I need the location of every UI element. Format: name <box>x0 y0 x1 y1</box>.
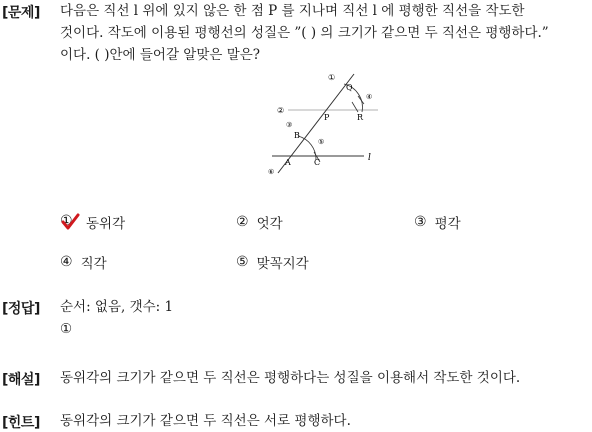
label-r: R <box>357 113 364 122</box>
construction-figure <box>266 72 378 180</box>
explanation-text: 동위각의 크기가 같으면 두 직선은 평행하다는 성질을 이용해서 작도한 것이다. <box>60 370 521 386</box>
choice-2-text: 엇각 <box>256 216 283 232</box>
label-circle-5: ⑤ <box>318 138 325 146</box>
tick-r <box>358 96 364 104</box>
label-b: B <box>294 131 300 140</box>
choice-3-text: 평각 <box>434 216 461 232</box>
question-line-3: 이다. ( )안에 들어갈 알맞은 말은? <box>60 47 261 63</box>
choice-3-number: ③ <box>414 214 427 230</box>
answer-block <box>60 296 588 340</box>
choice-1-marker: ① <box>60 214 78 230</box>
choice-5-text: 맞꼭지각 <box>256 256 309 272</box>
label-circle-2: ② <box>277 106 285 115</box>
choice-2-number: ② <box>236 214 249 230</box>
label-circle-4: ④ <box>366 93 373 101</box>
label-p: P <box>324 113 330 122</box>
choice-1[interactable] <box>60 212 125 232</box>
choice-3[interactable] <box>414 212 461 232</box>
label-circle-6: ⑥ <box>268 168 275 176</box>
choice-5-number: ⑤ <box>236 254 249 270</box>
question-line-1: 다음은 직선 l 위에 있지 않은 한 점 P 를 지나며 직선 l 에 평행한 직선을 작도한 <box>60 3 525 19</box>
answer-line-2: ① <box>60 321 73 337</box>
hint-text: 동위각의 크기가 같으면 두 직선은 서로 평행하다. <box>60 413 351 429</box>
answer-line-1: 순서: 없음, 갯수: 1 <box>60 299 174 315</box>
choice-5[interactable] <box>236 252 309 272</box>
question-tag: [문제] <box>2 5 40 21</box>
choice-1-text: 동위각 <box>86 216 126 232</box>
label-circle-1: ① <box>328 73 336 82</box>
choice-2[interactable] <box>236 212 283 232</box>
question-line-2: 것이다. 작도에 이용된 평행선의 성질은 ”( ) 의 크기가 같으면 두 직선은 평행하다.” <box>60 25 549 41</box>
question-text <box>60 0 588 66</box>
tick-r2 <box>352 102 358 112</box>
choice-4-number: ④ <box>60 254 73 270</box>
choice-4[interactable] <box>60 252 107 272</box>
explanation-tag: [해설] <box>2 372 40 388</box>
label-q: Q <box>346 83 353 92</box>
hint-tag: [힌트] <box>2 415 40 431</box>
label-a: A <box>285 158 291 167</box>
checkmark-icon <box>60 213 80 231</box>
answer-tag: [정답] <box>2 301 40 317</box>
label-c: C <box>314 158 321 167</box>
label-circle-3: ③ <box>286 121 293 129</box>
label-l: l <box>368 153 371 163</box>
choice-4-text: 직각 <box>80 256 107 272</box>
